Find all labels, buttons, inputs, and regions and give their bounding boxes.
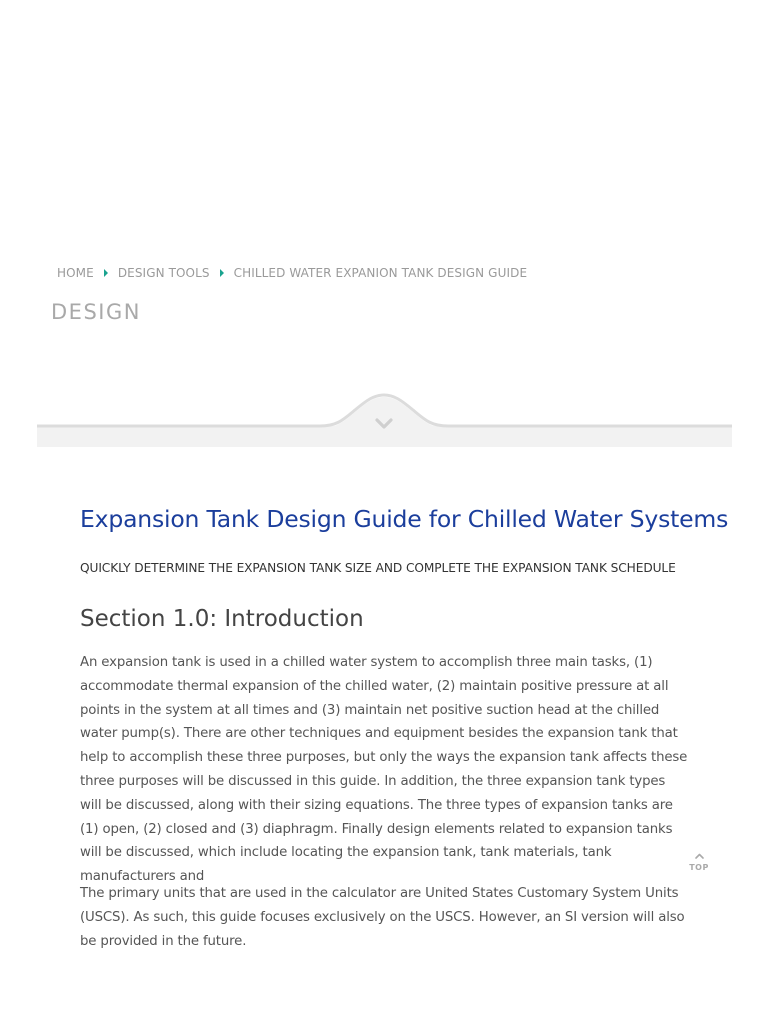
breadcrumb bbox=[57, 264, 527, 282]
section-heading: Section 1.0: Introduction bbox=[80, 606, 364, 632]
breadcrumb-current-link[interactable]: CHILLED WATER EXPANION TANK DESIGN GUIDE bbox=[233, 266, 528, 280]
caret-right-icon bbox=[220, 269, 224, 277]
breadcrumb-home-link[interactable]: HOME bbox=[57, 266, 94, 280]
units-paragraph: The primary units that are used in the calculator are United States Customary System Units (USCS). As such, this guide focuses exclusively on the USCS. However, an SI version will also be provided in the future. bbox=[80, 886, 685, 949]
breadcrumb-design-tools-link[interactable]: DESIGN TOOLS bbox=[117, 266, 210, 280]
back-to-top-button[interactable] bbox=[684, 852, 714, 882]
section-divider bbox=[37, 390, 732, 447]
back-to-top-label: TOP bbox=[689, 863, 709, 872]
article-subtitle: QUICKLY DETERMINE THE EXPANSION TANK SIZE AND COMPLETE THE EXPANSION TANK SCHEDULE bbox=[80, 561, 676, 575]
chevron-up-icon bbox=[694, 852, 705, 860]
page-title: DESIGN bbox=[51, 300, 141, 324]
caret-right-icon bbox=[104, 269, 108, 277]
article-title: Expansion Tank Design Guide for Chilled Water Systems bbox=[80, 505, 729, 533]
intro-paragraph: An expansion tank is used in a chilled water system to accomplish three main tasks, (1) accommodate thermal expansion of the chilled water, (2) maintain positive pressure at all points in the system at all times and (3) maintain net positive suction head at the chilled water pump(s). There are other techniques and equipment besides the expansion tank that help to accomplish these three purposes, but only the ways the expansion tank affects these three purposes will be discussed in this guide. In addition, the three expansion tank types will be discussed, along with their sizing equations. The three types of expansion tanks are (1) open, (2) closed and (3) diaphragm. Finally design elements related to expansion tanks will be discussed, which include locating the expansion tank, tank materials, tank manufacturers and bbox=[80, 655, 688, 885]
chevron-down-icon[interactable] bbox=[374, 417, 394, 431]
